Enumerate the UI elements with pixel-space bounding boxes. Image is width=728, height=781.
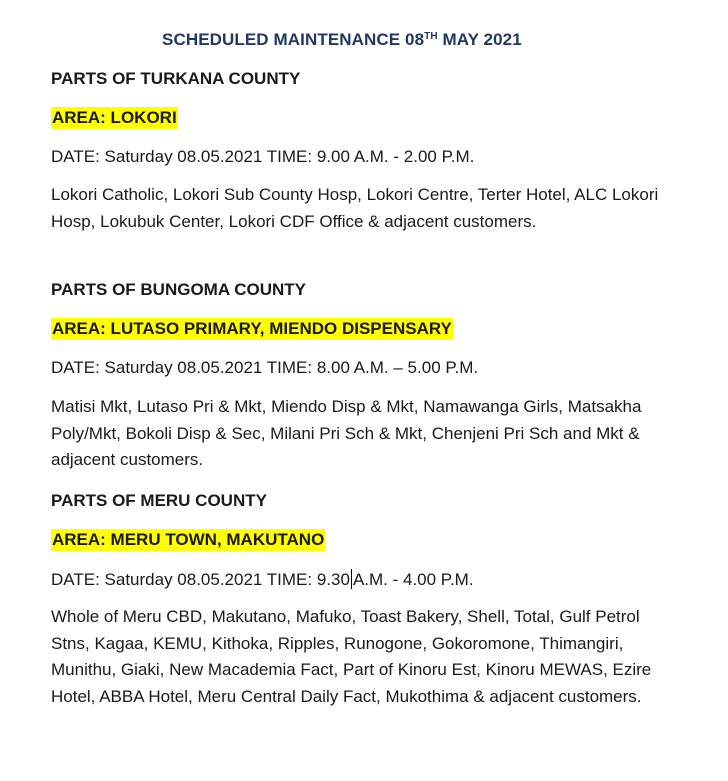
county-heading-turkana: PARTS OF TURKANA COUNTY [51, 69, 301, 88]
county-heading-meru: PARTS OF MERU COUNTY [51, 491, 267, 510]
title-main: SCHEDULED MAINTENANCE 08 [162, 30, 425, 49]
title-superscript: TH [424, 31, 438, 42]
area-highlight-lokori: AREA: LOKORI [52, 108, 177, 127]
area-highlight-meru: AREA: MERU TOWN, MAKUTANO [52, 530, 325, 549]
date-line-lutaso: DATE: Saturday 08.05.2021 TIME: 8.00 A.M. – 5.00 P.M. [51, 358, 479, 377]
date-text-before-caret: DATE: Saturday 08.05.2021 TIME: 9.30 [51, 570, 350, 589]
area-description-meru: Whole of Meru CBD, Makutano, Mafuko, Toast Bakery, Shell, Total, Gulf Petrol Stns, Kagaa, KEMU, Kithoka, Ripples, Runogone, Gokoromone, Thimangiri, Munithu, Giaki, New Macademia Fact, Part of Kinoru Est, Kinoru MEWAS, Ezire Hotel, ABBA Hotel, Meru Central Daily Fact, Mukothima & adjacent customers. [51, 607, 652, 706]
county-heading-bungoma: PARTS OF BUNGOMA COUNTY [51, 280, 306, 299]
date-text-after-caret: A.M. - 4.00 P.M. [352, 570, 474, 589]
area-description-lokori: Lokori Catholic, Lokori Sub County Hosp, Lokori Centre, Terter Hotel, ALC Lokori Hosp, Lokubuk Center, Lokori CDF Office & adjacent customers. [51, 185, 659, 231]
document-title [162, 30, 522, 50]
title-tail: MAY 2021 [437, 30, 522, 49]
date-line-meru[interactable] [51, 569, 474, 590]
area-highlight-lutaso: AREA: LUTASO PRIMARY, MIENDO DISPENSARY [52, 319, 452, 338]
area-description-lutaso: Matisi Mkt, Lutaso Pri & Mkt, Miendo Disp & Mkt, Namawanga Girls, Matsakha Poly/Mkt, Bokoli Disp & Sec, Milani Pri Sch & Mkt, Chenjeni Pri Sch and Mkt & adjacent customers. [51, 397, 642, 469]
text-cursor [351, 569, 352, 589]
date-line-lokori: DATE: Saturday 08.05.2021 TIME: 9.00 A.M. - 2.00 P.M. [51, 147, 475, 166]
